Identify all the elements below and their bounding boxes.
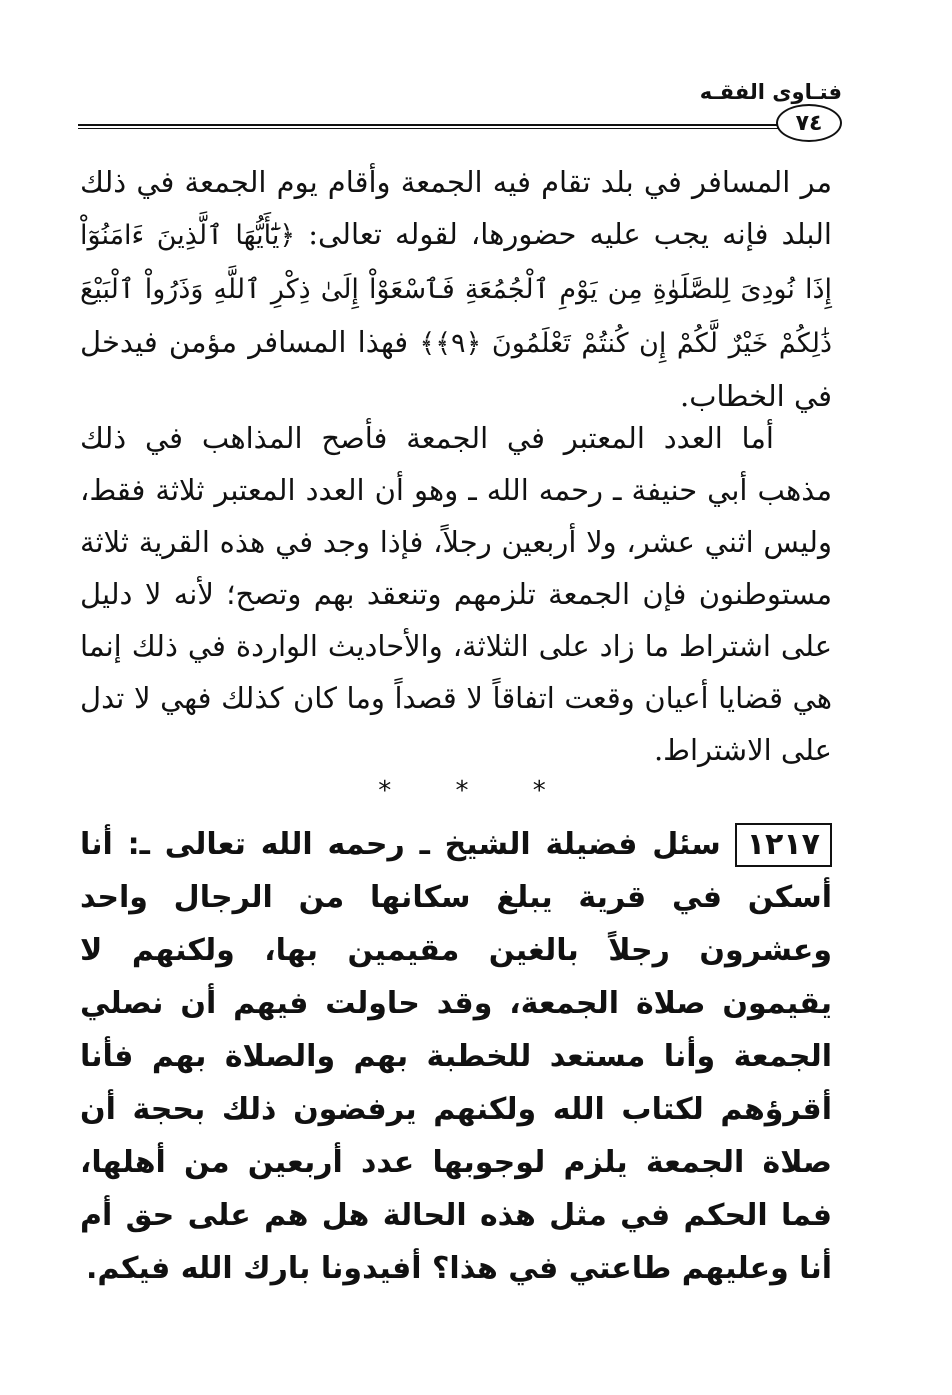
paragraph-traveler-friday bbox=[80, 156, 832, 422]
quran-verse: ﴿يَٰٓأَيُّهَا ٱلَّذِينَ ءَامَنُوٓاْ إِذَا نُودِىَ لِلصَّلَوٰةِ مِن يَوْمِ ٱلْجُمُعَةِ فَٱسْعَوْاْ إِلَىٰ ذِكْرِ ٱللَّهِ وَذَرُواْ ٱلْبَيْعَ ذَٰلِكُمْ خَيْرٌ لَّكُمْ إِن كُنتُمْ تَعْلَمُونَ ﴿٩﴾﴾ bbox=[80, 220, 832, 359]
header-rule bbox=[78, 124, 778, 126]
paragraph-friday-number: أما العدد المعتبر في الجمعة فأصح المذاهب في ذلك مذهب أبي حنيفة ـ رحمه الله ـ وهو أن العدد المعتبر ثلاثة فقط، وليس اثني عشر، ولا أربعين رجلاً، فإذا وجد في هذه القرية ثلاثة مستوطنون فإن الجمعة تلزمهم وتنعقد بهم وتصح؛ لأنه لا دليل على اشتراط ما زاد على الثلاثة، والأحاديث الواردة في ذلك إنما هي قضايا أعيان وقعت اتفاقاً لا قصداً وما كان كذلك فهي لا تدل على الاشتراط. bbox=[80, 421, 832, 767]
paragraph-text-before-verse: مر المسافر في بلد تقام فيه الجمعة وأقام يوم الجمعة في ذلك البلد فإنه يجب عليه حضورها، لقوله تعالى: bbox=[80, 165, 832, 251]
paragraph-text-after-verse: فهذا المسافر مؤمن فيدخل في الخطاب. bbox=[80, 325, 832, 413]
page-number-badge: ٧٤ bbox=[776, 104, 842, 142]
fatwa-number-box: ١٢١٧ bbox=[735, 823, 832, 867]
header-rule-thin bbox=[78, 128, 778, 129]
section-separator: * * * bbox=[378, 776, 574, 806]
fatwa-question bbox=[80, 818, 832, 1295]
fatwa-question-text: سئل فضيلة الشيخ ـ رحمه الله تعالى ـ: أنا أسكن في قرية يبلغ سكانها من الرجال واحد وعشرون رجلاً بالغين مقيمين بها، ولكنهم لا يقيمون صلاة الجمعة، وقد حاولت فيهم أن نصلي الجمعة وأنا مستعد للخطبة بهم والصلاة بهم فأنا أقرؤهم لكتاب الله ولكنهم يرفضون ذلك بحجة أن صلاة الجمعة يلزم لوجوبها عدد أربعين من أهلها، فما الحكم في مثل هذه الحالة هل هم على حق أم أنا وعليهم طاعتي في هذا؟ أفيدونا بارك الله فيكم. bbox=[80, 827, 832, 1286]
running-header-title: فتـاوى الفقـه bbox=[699, 80, 842, 104]
